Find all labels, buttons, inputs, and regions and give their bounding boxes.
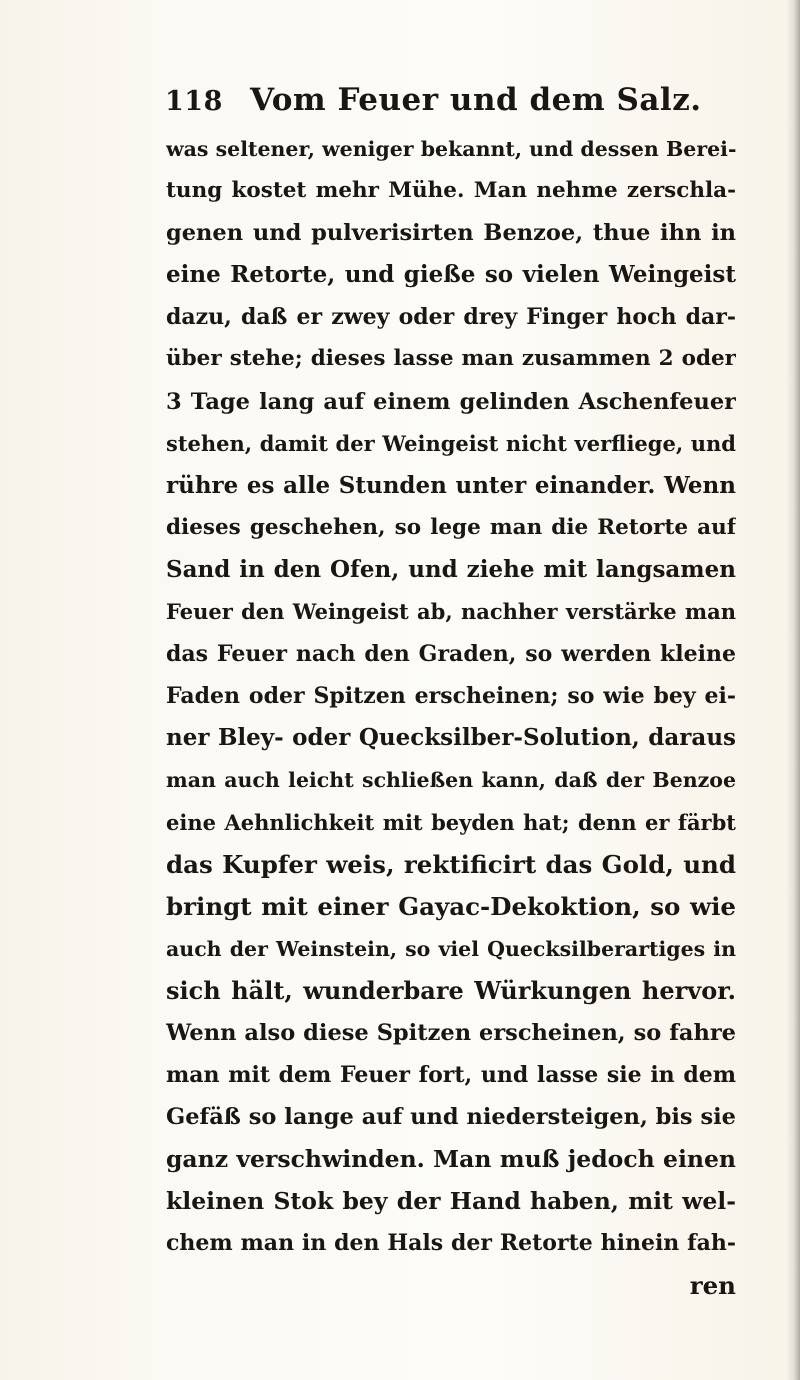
text-line: was seltener, weniger bekannt, und dessen Berei- <box>166 137 736 161</box>
text-line: Sand in den Ofen, und ziehe mit langsamen <box>166 555 736 583</box>
text-line: man mit dem Feuer fort, und lasse sie in dem <box>166 1062 736 1089</box>
catchword: ren <box>689 1270 736 1300</box>
page-edge-shadow <box>786 0 800 1380</box>
text-line: 3 Tage lang auf einem gelinden Aschenfeuer <box>166 388 736 415</box>
text-line: eine Aehnlichkeit mit beyden hat; denn er färbt <box>166 809 736 835</box>
page-header <box>165 80 725 124</box>
text-line: chem man in den Hals der Retorte hinein fah- <box>166 1230 736 1257</box>
text-line: Feuer den Weingeist ab, nachher verstärke man <box>166 599 736 625</box>
text-line: sich hält, wunderbare Würkungen hervor. <box>166 975 736 1005</box>
text-line: Faden oder Spitzen erscheinen; so wie bey ei- <box>166 683 736 710</box>
text-line: rühre es alle Stunden unter einander. Wenn <box>166 471 736 499</box>
body-text <box>166 128 736 1307</box>
text-line: ganz verschwinden. Man muß jedoch einen <box>166 1145 736 1174</box>
text-line: Wenn also diese Spitzen erscheinen, so fahre <box>166 1019 736 1046</box>
text-line: bringt mit einer Gayac-Dekoktion, so wie <box>166 891 736 921</box>
text-line: stehen, damit der Weingeist nicht verfliege, und <box>166 430 736 456</box>
page-number: 118 <box>165 86 223 117</box>
text-line: eine Retorte, und gieße so vielen Weingeist <box>166 261 736 289</box>
text-line: Gefäß so lange auf und niedersteigen, bis sie <box>166 1104 736 1131</box>
text-line: das Feuer nach den Graden, so werden kleine <box>166 641 736 668</box>
text-line: über stehe; dieses lasse man zusammen 2 oder <box>166 346 736 372</box>
text-line: das Kupfer weis, rektificirt das Gold, und <box>166 849 736 879</box>
text-line: tung kostet mehr Mühe. Man nehme zerschla- <box>166 178 736 204</box>
text-line: man auch leicht schließen kann, daß der Benzoe <box>166 768 736 793</box>
text-line: dieses geschehen, so lege man die Retorte auf <box>166 514 736 540</box>
text-line: kleinen Stok bey der Hand haben, mit wel- <box>166 1187 736 1216</box>
text-line: auch der Weinstein, so viel Quecksilberartiges in <box>166 936 736 961</box>
text-line: ner Bley- oder Quecksilber-Solution, daraus <box>166 724 736 752</box>
running-title: Vom Feuer und dem Salz. <box>250 82 702 118</box>
text-line: genen und pulverisirten Benzoe, thue ihn in <box>166 220 736 247</box>
text-line: dazu, daß er zwey oder drey Finger hoch dar- <box>166 304 736 331</box>
